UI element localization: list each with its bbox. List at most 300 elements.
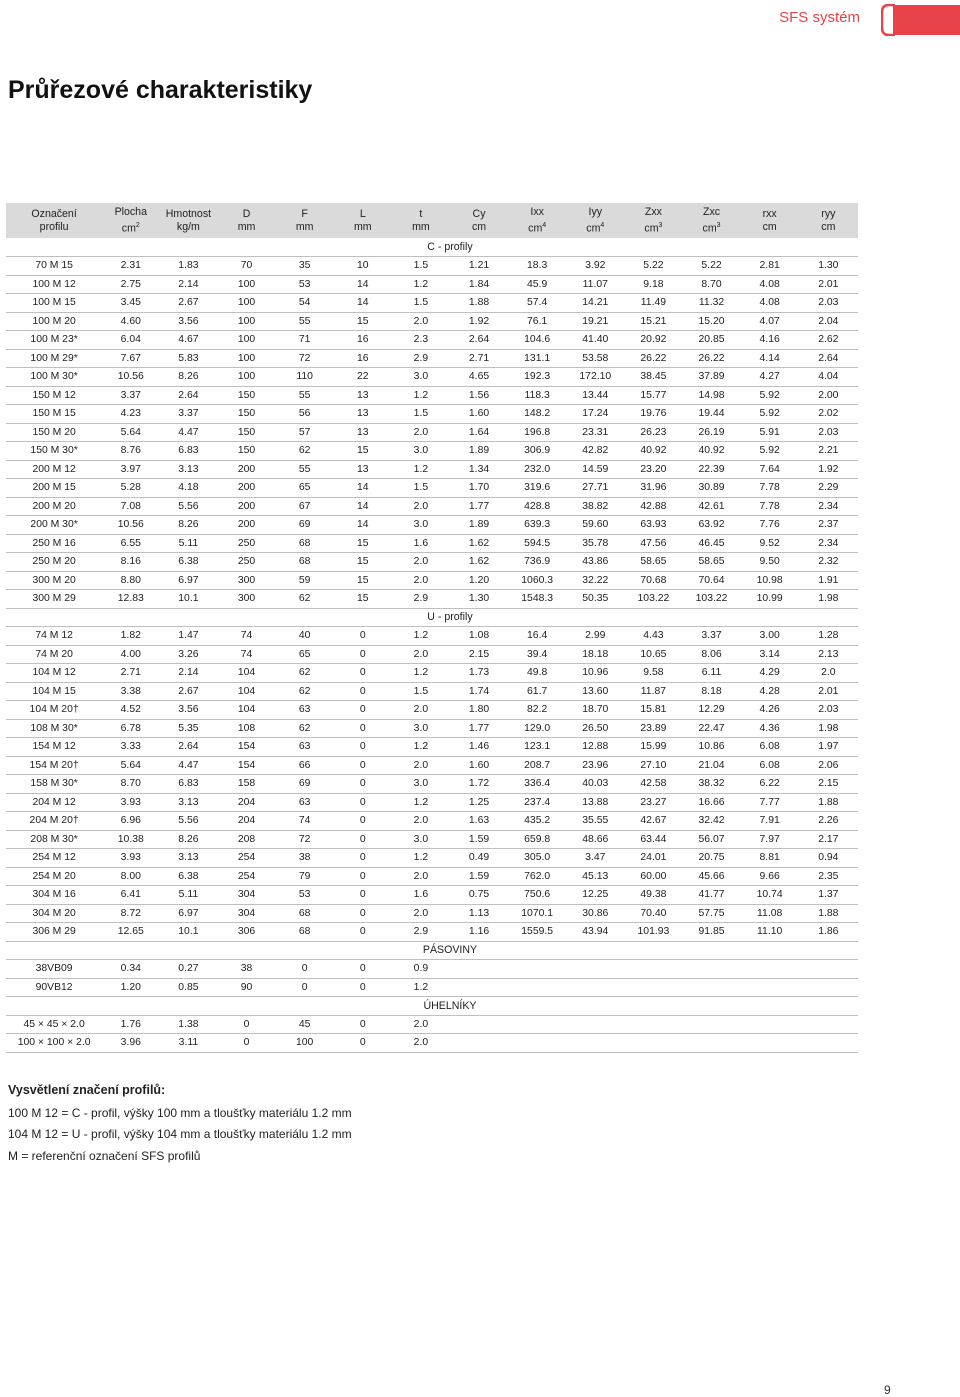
table-cell: 154 xyxy=(217,738,275,757)
table-cell: 1.21 xyxy=(450,257,508,276)
table-cell: 3.45 xyxy=(102,294,159,313)
table-cell: 91.85 xyxy=(682,923,740,942)
table-cell: 306.9 xyxy=(508,442,566,461)
table-cell: 3.38 xyxy=(102,682,159,701)
table-cell: 68 xyxy=(276,534,334,553)
table-cell: 1.2 xyxy=(392,460,450,479)
column-header-unit-exponent: 4 xyxy=(600,221,605,229)
table-cell: 42.58 xyxy=(624,775,682,794)
table-cell: 208.7 xyxy=(508,756,566,775)
table-cell: 306 xyxy=(217,923,275,942)
table-cell: 3.92 xyxy=(566,257,624,276)
table-cell: 736.9 xyxy=(508,553,566,572)
profile-designation-cell: 250 M 20 xyxy=(6,553,102,572)
profile-designation-cell: 45 × 45 × 2.0 xyxy=(6,1015,102,1034)
column-header-name: Ixx xyxy=(530,205,544,218)
table-cell: 2.14 xyxy=(159,275,217,294)
table-cell: 5.83 xyxy=(159,349,217,368)
table-cell: 63.93 xyxy=(624,516,682,535)
table-cell: 594.5 xyxy=(508,534,566,553)
table-cell: 2.62 xyxy=(799,331,858,350)
profile-designation-cell: 104 M 20† xyxy=(6,701,102,720)
table-cell: 100 xyxy=(217,331,275,350)
table-cell: 1.64 xyxy=(450,423,508,442)
section-row xyxy=(6,997,858,1016)
table-cell: 1.60 xyxy=(450,756,508,775)
column-header-unit: mm xyxy=(412,220,430,233)
table-cell: 762.0 xyxy=(508,867,566,886)
table-cell: 6.55 xyxy=(102,534,159,553)
table-cell xyxy=(450,978,508,997)
table-row xyxy=(6,516,858,535)
table-cell: 2.13 xyxy=(799,645,858,664)
table-cell: 1.46 xyxy=(450,738,508,757)
table-cell: 1.70 xyxy=(450,479,508,498)
table-cell: 2.31 xyxy=(102,257,159,276)
table-cell: 1.88 xyxy=(799,793,858,812)
table-cell: 11.87 xyxy=(624,682,682,701)
table-cell: 1.5 xyxy=(392,405,450,424)
table-cell: 8.18 xyxy=(682,682,740,701)
table-cell: 0 xyxy=(334,978,392,997)
table-cell: 41.77 xyxy=(682,886,740,905)
table-cell: 0 xyxy=(334,904,392,923)
table-cell: 1.38 xyxy=(159,1015,217,1034)
table-cell: 16.66 xyxy=(682,793,740,812)
profile-designation-cell: 304 M 16 xyxy=(6,886,102,905)
table-cell: 21.04 xyxy=(682,756,740,775)
table-cell: 6.41 xyxy=(102,886,159,905)
table-cell: 104.6 xyxy=(508,331,566,350)
table-cell: 17.24 xyxy=(566,405,624,424)
profile-designation-cell: 90VB12 xyxy=(6,978,102,997)
table-cell: 39.4 xyxy=(508,645,566,664)
profile-designation-cell: 108 M 30* xyxy=(6,719,102,738)
table-cell: 2.06 xyxy=(799,756,858,775)
table-cell: 60.00 xyxy=(624,867,682,886)
table-cell: 0 xyxy=(334,849,392,868)
table-cell xyxy=(508,1034,566,1053)
table-cell: 62 xyxy=(276,719,334,738)
column-header-name: rxx xyxy=(762,207,777,220)
table-cell: 2.81 xyxy=(741,257,799,276)
column-header-name: Cy xyxy=(472,207,486,220)
table-cell: 3.13 xyxy=(159,460,217,479)
table-cell: 2.01 xyxy=(799,275,858,294)
table-cell: 2.99 xyxy=(566,627,624,646)
table-cell: 0 xyxy=(334,645,392,664)
section-title: ÚHELNÍKY xyxy=(392,997,508,1016)
table-cell xyxy=(799,1015,858,1034)
table-cell: 2.67 xyxy=(159,294,217,313)
column-header-unit: cm xyxy=(702,222,717,235)
table-cell: 1.2 xyxy=(392,664,450,683)
table-cell: 14 xyxy=(334,516,392,535)
table-cell: 10.86 xyxy=(682,738,740,757)
table-cell: 8.16 xyxy=(102,553,159,572)
table-cell: 8.00 xyxy=(102,867,159,886)
table-cell: 74 xyxy=(276,812,334,831)
table-cell: 0 xyxy=(217,1015,275,1034)
table-cell: 2.0 xyxy=(392,904,450,923)
table-cell: 14.59 xyxy=(566,460,624,479)
table-cell: 5.56 xyxy=(159,812,217,831)
table-cell: 250 xyxy=(217,534,275,553)
table-cell: 0 xyxy=(276,978,334,997)
profile-designation-cell: 100 M 20 xyxy=(6,312,102,331)
profile-designation-cell: 150 M 20 xyxy=(6,423,102,442)
table-cell: 1.73 xyxy=(450,664,508,683)
table-cell: 14.98 xyxy=(682,386,740,405)
table-cell: 5.92 xyxy=(741,442,799,461)
table-cell: 103.22 xyxy=(624,590,682,609)
table-cell: 4.67 xyxy=(159,331,217,350)
table-cell: 66 xyxy=(276,756,334,775)
table-row xyxy=(6,590,858,609)
table-cell: 38.32 xyxy=(682,775,740,794)
table-cell: 304 xyxy=(217,886,275,905)
table-cell: 53 xyxy=(276,886,334,905)
table-cell: 0.34 xyxy=(102,960,159,979)
table-cell: 10.1 xyxy=(159,923,217,942)
column-header xyxy=(566,203,624,238)
section-title: PÁSOVINY xyxy=(392,941,508,960)
table-cell: 72 xyxy=(276,349,334,368)
table-cell: 65 xyxy=(276,645,334,664)
table-cell: 0 xyxy=(334,867,392,886)
table-cell xyxy=(799,978,858,997)
table-cell: 8.72 xyxy=(102,904,159,923)
table-cell: 148.2 xyxy=(508,405,566,424)
table-cell: 0.94 xyxy=(799,849,858,868)
table-cell: 43.86 xyxy=(566,553,624,572)
table-row xyxy=(6,886,858,905)
column-header xyxy=(334,203,392,238)
table-cell: 1.37 xyxy=(799,886,858,905)
table-row xyxy=(6,923,858,942)
table-cell: 2.71 xyxy=(450,349,508,368)
table-row xyxy=(6,849,858,868)
column-header-unit: cm xyxy=(821,220,836,233)
table-cell: 1.89 xyxy=(450,442,508,461)
table-row xyxy=(6,275,858,294)
table-cell: 1.77 xyxy=(450,497,508,516)
table-cell: 7.97 xyxy=(741,830,799,849)
table-cell: 30.86 xyxy=(566,904,624,923)
table-cell xyxy=(450,1034,508,1053)
table-cell: 1.56 xyxy=(450,386,508,405)
table-cell: 1.62 xyxy=(450,553,508,572)
table-row xyxy=(6,701,858,720)
profile-designation-cell: 154 M 20† xyxy=(6,756,102,775)
table-cell: 7.78 xyxy=(741,497,799,516)
profile-designation-cell: 38VB09 xyxy=(6,960,102,979)
table-cell: 0 xyxy=(334,682,392,701)
profile-designation-cell: 74 M 12 xyxy=(6,627,102,646)
table-cell: 27.71 xyxy=(566,479,624,498)
table-cell: 9.18 xyxy=(624,275,682,294)
table-cell: 37.89 xyxy=(682,368,740,387)
table-cell: 15 xyxy=(334,590,392,609)
table-cell: 8.26 xyxy=(159,368,217,387)
column-header xyxy=(741,203,799,238)
table-cell: 2.35 xyxy=(799,867,858,886)
table-cell: 100 xyxy=(276,1034,334,1053)
table-cell: 1.88 xyxy=(799,904,858,923)
table-cell: 72 xyxy=(276,830,334,849)
table-cell: 3.37 xyxy=(682,627,740,646)
table-cell: 8.70 xyxy=(102,775,159,794)
table-cell: 1.5 xyxy=(392,257,450,276)
column-header-unit: cm xyxy=(762,220,777,233)
table-cell: 750.6 xyxy=(508,886,566,905)
table-cell: 6.83 xyxy=(159,775,217,794)
table-cell: 104 xyxy=(217,682,275,701)
table-cell: 3.11 xyxy=(159,1034,217,1053)
table-cell: 14 xyxy=(334,275,392,294)
table-row xyxy=(6,553,858,572)
table-cell: 305.0 xyxy=(508,849,566,868)
table-cell: 12.25 xyxy=(566,886,624,905)
table-cell: 18.3 xyxy=(508,257,566,276)
table-cell: 56 xyxy=(276,405,334,424)
table-cell: 18.18 xyxy=(566,645,624,664)
table-cell: 8.81 xyxy=(741,849,799,868)
table-cell: 1.92 xyxy=(450,312,508,331)
column-header-unit-exponent: 3 xyxy=(716,221,721,229)
table-row xyxy=(6,386,858,405)
table-cell: 2.34 xyxy=(799,534,858,553)
table-row xyxy=(6,812,858,831)
table-cell: 0 xyxy=(334,664,392,683)
table-row xyxy=(6,738,858,757)
table-row xyxy=(6,479,858,498)
table-cell: 3.0 xyxy=(392,830,450,849)
table-cell: 54 xyxy=(276,294,334,313)
table-cell: 53 xyxy=(276,275,334,294)
table-cell: 1.2 xyxy=(392,738,450,757)
table-cell: 46.45 xyxy=(682,534,740,553)
table-cell: 154 xyxy=(217,756,275,775)
profile-designation-cell: 74 M 20 xyxy=(6,645,102,664)
column-header-name: Zxc xyxy=(702,205,721,218)
column-header-name: Zxx xyxy=(644,205,662,218)
table-cell: 40.92 xyxy=(624,442,682,461)
table-row xyxy=(6,331,858,350)
table-cell: 2.0 xyxy=(392,867,450,886)
table-cell: 1.72 xyxy=(450,775,508,794)
table-cell: 5.64 xyxy=(102,756,159,775)
table-cell: 9.58 xyxy=(624,664,682,683)
page-title: Průřezové charakteristiky xyxy=(8,76,313,104)
section-row xyxy=(6,941,858,960)
table-cell: 61.7 xyxy=(508,682,566,701)
table-cell: 26.23 xyxy=(624,423,682,442)
table-cell: 55 xyxy=(276,312,334,331)
table-cell: 49.38 xyxy=(624,886,682,905)
table-cell: 9.52 xyxy=(741,534,799,553)
table-cell: 3.0 xyxy=(392,516,450,535)
table-row xyxy=(6,534,858,553)
table-cell: 5.92 xyxy=(741,386,799,405)
table-cell: 23.31 xyxy=(566,423,624,442)
column-header-name: Iyy xyxy=(588,205,603,218)
table-cell xyxy=(508,960,566,979)
table-cell: 1.5 xyxy=(392,682,450,701)
table-cell: 47.56 xyxy=(624,534,682,553)
table-row xyxy=(6,867,858,886)
table-cell: 15.21 xyxy=(624,312,682,331)
table-cell: 3.93 xyxy=(102,793,159,812)
profile-designation-cell: 306 M 29 xyxy=(6,923,102,942)
legend xyxy=(8,1080,352,1167)
table-cell: 6.08 xyxy=(741,756,799,775)
column-header xyxy=(508,203,566,238)
table-cell: 0 xyxy=(334,886,392,905)
table-cell: 16 xyxy=(334,331,392,350)
table-cell: 1.86 xyxy=(799,923,858,942)
table-row xyxy=(6,682,858,701)
table-cell: 12.88 xyxy=(566,738,624,757)
table-cell: 1559.5 xyxy=(508,923,566,942)
table-cell: 639.3 xyxy=(508,516,566,535)
table-cell: 1.59 xyxy=(450,867,508,886)
table-cell: 2.34 xyxy=(799,497,858,516)
table-cell: 4.65 xyxy=(450,368,508,387)
section-title: C - profily xyxy=(392,238,508,257)
column-header xyxy=(682,203,740,238)
table-cell xyxy=(566,1015,624,1034)
table-cell: 2.15 xyxy=(450,645,508,664)
table-cell: 3.0 xyxy=(392,442,450,461)
table-cell: 10.56 xyxy=(102,516,159,535)
table-cell: 2.21 xyxy=(799,442,858,461)
table-cell: 1.2 xyxy=(392,386,450,405)
table-cell: 1.2 xyxy=(392,793,450,812)
column-header xyxy=(392,203,450,238)
table-cell: 8.26 xyxy=(159,516,217,535)
table-cell: 15.77 xyxy=(624,386,682,405)
table-cell: 3.13 xyxy=(159,793,217,812)
table-row xyxy=(6,405,858,424)
profile-designation-cell: 208 M 30* xyxy=(6,830,102,849)
table-cell: 4.08 xyxy=(741,275,799,294)
column-header-unit: mm xyxy=(237,220,256,233)
table-cell: 0.85 xyxy=(159,978,217,997)
table-row xyxy=(6,442,858,461)
column-header-unit: kg/m xyxy=(176,220,200,233)
table-cell: 1.5 xyxy=(392,479,450,498)
table-cell: 15 xyxy=(334,312,392,331)
table-cell: 11.10 xyxy=(741,923,799,942)
table-cell: 53.58 xyxy=(566,349,624,368)
table-row xyxy=(6,257,858,276)
table-cell: 6.04 xyxy=(102,331,159,350)
sfs-logo-icon xyxy=(881,4,960,36)
table-cell: 8.06 xyxy=(682,645,740,664)
table-cell: 59.60 xyxy=(566,516,624,535)
table-cell: 1.25 xyxy=(450,793,508,812)
table-cell: 1.47 xyxy=(159,627,217,646)
table-cell xyxy=(624,960,682,979)
table-cell: 2.64 xyxy=(159,386,217,405)
table-cell: 35.55 xyxy=(566,812,624,831)
table-cell: 1060.3 xyxy=(508,571,566,590)
table-cell: 63 xyxy=(276,701,334,720)
table-cell: 7.77 xyxy=(741,793,799,812)
table-cell xyxy=(799,960,858,979)
table-cell: 3.14 xyxy=(741,645,799,664)
table-row xyxy=(6,497,858,516)
table-cell xyxy=(624,978,682,997)
table-cell: 428.8 xyxy=(508,497,566,516)
column-header xyxy=(450,203,508,238)
table-cell: 62 xyxy=(276,590,334,609)
table-cell: 8.26 xyxy=(159,830,217,849)
column-header-unit: mm xyxy=(353,220,372,233)
table-row xyxy=(6,1034,858,1053)
table-row xyxy=(6,571,858,590)
table-cell: 9.50 xyxy=(741,553,799,572)
table-cell: 1.76 xyxy=(102,1015,159,1034)
table-cell: 435.2 xyxy=(508,812,566,831)
table-cell: 1.83 xyxy=(159,257,217,276)
table-cell: 3.96 xyxy=(102,1034,159,1053)
table-cell: 11.08 xyxy=(741,904,799,923)
table-cell: 0 xyxy=(334,738,392,757)
table-cell: 1.5 xyxy=(392,294,450,313)
table-cell: 69 xyxy=(276,516,334,535)
table-cell: 1.97 xyxy=(799,738,858,757)
table-cell: 20.75 xyxy=(682,849,740,868)
table-cell: 0.49 xyxy=(450,849,508,868)
table-row xyxy=(6,1015,858,1034)
column-header xyxy=(102,203,159,238)
table-cell: 2.01 xyxy=(799,682,858,701)
profile-designation-cell: 100 M 30* xyxy=(6,368,102,387)
table-cell: 63 xyxy=(276,793,334,812)
table-cell: 7.67 xyxy=(102,349,159,368)
table-cell: 3.93 xyxy=(102,849,159,868)
table-cell: 62 xyxy=(276,682,334,701)
table-cell: 55 xyxy=(276,386,334,405)
profile-designation-cell: 254 M 20 xyxy=(6,867,102,886)
table-cell: 42.88 xyxy=(624,497,682,516)
table-cell: 19.44 xyxy=(682,405,740,424)
table-cell: 3.00 xyxy=(741,627,799,646)
table-cell: 16 xyxy=(334,349,392,368)
table-cell: 200 xyxy=(217,479,275,498)
profile-designation-cell: 200 M 15 xyxy=(6,479,102,498)
table-cell: 101.93 xyxy=(624,923,682,942)
profile-designation-cell: 150 M 30* xyxy=(6,442,102,461)
table-cell: 1.88 xyxy=(450,294,508,313)
table-cell: 31.96 xyxy=(624,479,682,498)
table-cell: 57.4 xyxy=(508,294,566,313)
table-cell: 42.61 xyxy=(682,497,740,516)
table-cell: 10.65 xyxy=(624,645,682,664)
table-row xyxy=(6,775,858,794)
table-cell: 2.0 xyxy=(392,571,450,590)
table-cell: 0 xyxy=(217,1034,275,1053)
profile-designation-cell: 158 M 30* xyxy=(6,775,102,794)
profile-designation-cell: 250 M 16 xyxy=(6,534,102,553)
table-cell: 14.21 xyxy=(566,294,624,313)
table-cell: 0 xyxy=(334,812,392,831)
table-row xyxy=(6,312,858,331)
column-header xyxy=(217,203,275,238)
table-cell: 0 xyxy=(334,701,392,720)
